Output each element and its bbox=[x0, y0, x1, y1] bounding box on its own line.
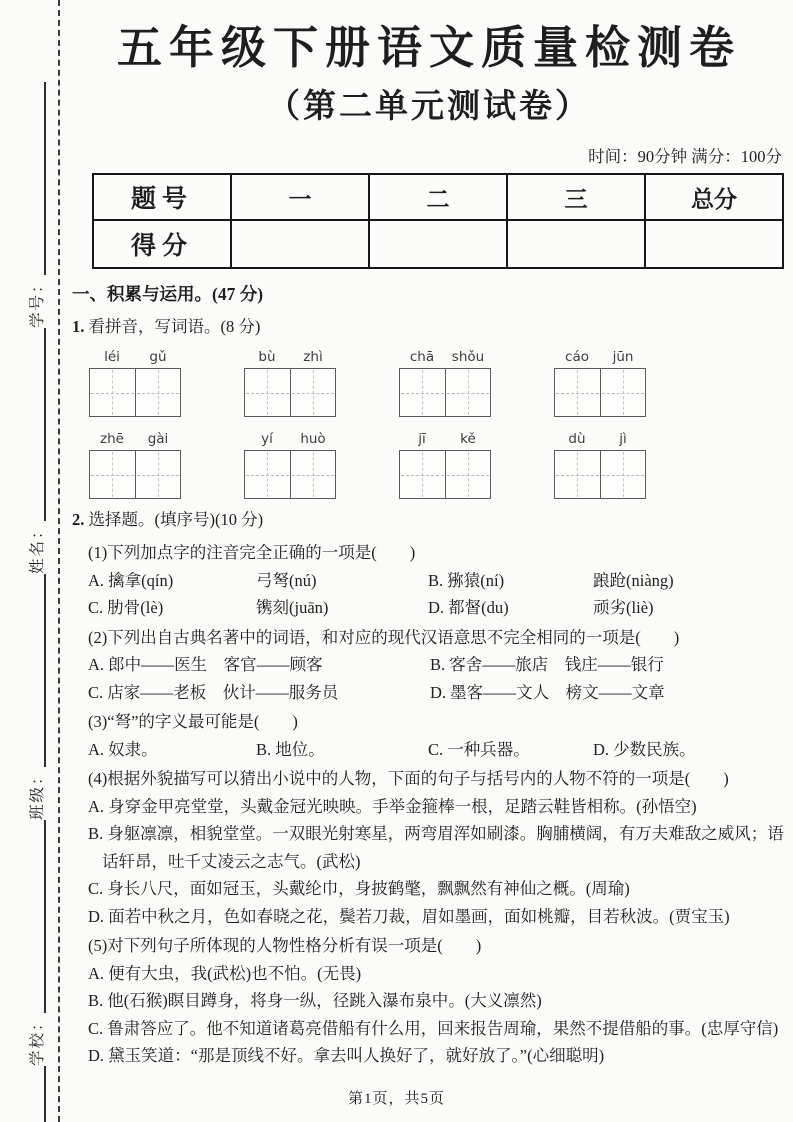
page-footer: 第1页，共5页 bbox=[347, 1091, 445, 1107]
option-row bbox=[72, 594, 786, 622]
paper-subtitle: （第二单元测试卷） bbox=[267, 89, 591, 126]
question2-number: 2. bbox=[72, 510, 85, 530]
option-row bbox=[72, 679, 786, 707]
pinyin-syllable: gǔ bbox=[149, 349, 167, 366]
pinyin-row bbox=[89, 349, 786, 417]
option-text: B. 地位。 bbox=[256, 739, 325, 759]
option-text: A. 便有大虫，我(武松)也不怕。(无畏) bbox=[88, 963, 362, 983]
option-text: A. 身穿金甲亮堂堂，头戴金冠光映映。手举金箍棒一根，足踏云鞋皆相称。(孙悟空) bbox=[88, 796, 697, 816]
pinyin-word-group bbox=[89, 431, 181, 499]
exam-time-score-info: 时间：90分钟 满分：100分 bbox=[588, 147, 782, 167]
pinyin-syllable: dù bbox=[568, 431, 586, 448]
pinyin-syllable: cáo bbox=[565, 349, 589, 366]
sub-question-stem: (5)对下列句子所体现的人物性格分析有误一项是( ) bbox=[88, 936, 482, 956]
option-row bbox=[72, 987, 786, 1015]
option-text: B. 他(石猴)瞑目蹲身，将身一纵，径跳入瀑布泉中。(大义凛然) bbox=[88, 991, 542, 1011]
sidebar-field bbox=[25, 82, 47, 328]
pinyin-syllable: zhì bbox=[303, 349, 323, 366]
option-text: 镌 •刻(juān) bbox=[256, 594, 428, 622]
choice-questions-block bbox=[72, 539, 786, 1070]
pinyin-syllable: yí bbox=[261, 431, 273, 448]
option-text: B. 猕 •猿(ní) bbox=[428, 567, 593, 595]
score-column-header: 二 bbox=[369, 174, 507, 220]
pinyin-syllable: jī bbox=[418, 431, 426, 448]
question1-text: 看拼音，写词语。(8 分) bbox=[84, 317, 261, 337]
sidebar-field-blank bbox=[27, 574, 46, 767]
writing-grid-cell bbox=[446, 451, 491, 498]
option-text: A. 奴隶。 bbox=[88, 739, 158, 759]
question2-heading bbox=[72, 506, 786, 530]
score-table-score-row bbox=[93, 220, 783, 268]
writing-grid-cell bbox=[555, 451, 601, 498]
option-text: 踉 •跄(niàng) bbox=[593, 567, 674, 595]
question2-text: 选择题。(填序号)(10 分) bbox=[84, 510, 264, 530]
writing-grid-cell bbox=[291, 369, 336, 416]
pinyin-syllable: léi bbox=[104, 349, 120, 366]
option-row bbox=[72, 736, 786, 764]
score-header-label: 题号 bbox=[93, 174, 231, 220]
paper-title: 五年级下册语文质量检测卷 bbox=[116, 23, 741, 73]
writing-grid bbox=[244, 368, 336, 417]
option-text: D. 少数民族。 bbox=[593, 739, 696, 759]
pinyin-syllable: gài bbox=[147, 431, 169, 448]
writing-grid bbox=[399, 450, 491, 499]
pinyin-syllable: chā bbox=[409, 349, 435, 366]
option-row bbox=[72, 793, 786, 821]
option-row bbox=[72, 1042, 786, 1070]
pinyin-labels bbox=[244, 431, 336, 448]
option-text: D. 面若中秋之月，色如春晓之花，鬓若刀裁，眉如墨画，面如桃瓣，目若秋波。(贾宝玉) bbox=[88, 906, 730, 926]
pinyin-word-group bbox=[244, 431, 336, 499]
score-row-label: 得分 bbox=[93, 220, 231, 268]
pinyin-labels bbox=[554, 431, 646, 448]
option-text: C. 店家——老板 伙计——服务员 bbox=[88, 682, 339, 702]
option-text: 顽劣 •(liè) bbox=[593, 594, 654, 622]
pinyin-labels bbox=[89, 431, 181, 448]
emphasized-char: 弩 • bbox=[273, 571, 290, 590]
pinyin-word-group bbox=[554, 431, 646, 499]
writing-grid-cell bbox=[400, 369, 446, 416]
option-text: D. 都督 •(du) bbox=[428, 594, 593, 622]
score-column-header: 一 bbox=[231, 174, 369, 220]
pinyin-word-group bbox=[89, 349, 181, 417]
emphasized-char: 劣 • bbox=[610, 598, 627, 617]
score-column-header: 总分 bbox=[645, 174, 783, 220]
pinyin-syllable: kě bbox=[460, 431, 476, 448]
option-text: D. 墨客——文人 榜文——文章 bbox=[430, 682, 665, 702]
score-value-cell bbox=[231, 220, 369, 268]
writing-grid-cell bbox=[90, 369, 136, 416]
pinyin-labels bbox=[399, 349, 491, 366]
pinyin-syllable: shǒu bbox=[451, 349, 485, 366]
emphasized-char: 踉 • bbox=[593, 571, 610, 590]
pinyin-syllable: jūn bbox=[612, 349, 634, 366]
pinyin-syllable: huò bbox=[300, 431, 326, 448]
paper-content bbox=[72, 0, 786, 1070]
writing-grid bbox=[554, 450, 646, 499]
option-row bbox=[72, 875, 786, 903]
option-row bbox=[72, 820, 786, 875]
pinyin-syllable: bù bbox=[258, 349, 276, 366]
sidebar-field-blank bbox=[27, 820, 46, 1013]
writing-grid-cell bbox=[601, 369, 646, 416]
pinyin-labels bbox=[89, 349, 181, 366]
option-text: D. 黛玉笑道：“那是顶线不好。拿去叫人换好了，就好放了。”(心细聪明) bbox=[88, 1046, 605, 1066]
option-row bbox=[72, 651, 786, 679]
question1-heading bbox=[72, 313, 786, 337]
score-summary-table bbox=[92, 173, 784, 269]
pinyin-writing-block bbox=[72, 349, 786, 499]
question1-number: 1. bbox=[72, 317, 85, 337]
writing-grid-cell bbox=[601, 451, 646, 498]
option-row bbox=[72, 567, 786, 595]
sidebar-field bbox=[25, 820, 47, 1066]
option-text: 弓弩 •(nú) bbox=[256, 567, 428, 595]
pinyin-syllable: jì bbox=[619, 431, 627, 448]
score-value-cell bbox=[645, 220, 783, 268]
emphasized-char: 督 • bbox=[465, 598, 482, 617]
student-info-sidebar bbox=[13, 82, 59, 1122]
writing-grid bbox=[89, 450, 181, 499]
emphasized-char: 擒 • bbox=[108, 571, 125, 590]
sub-question-stem: (3)“弩”的字义最可能是( ) bbox=[88, 712, 298, 732]
sidebar-field-blank bbox=[27, 328, 46, 521]
sub-question-stem: (2)下列出自古典名著中的词语，和对应的现代汉语意思不完全相同的一项是( ) bbox=[88, 627, 680, 647]
option-text: B. 客舍——旅店 钱庄——银行 bbox=[430, 655, 664, 675]
score-table-header-row bbox=[93, 174, 783, 220]
pinyin-labels bbox=[244, 349, 336, 366]
score-value-cell bbox=[369, 220, 507, 268]
score-column-header: 三 bbox=[507, 174, 645, 220]
option-row bbox=[72, 960, 786, 988]
writing-grid-cell bbox=[446, 369, 491, 416]
sidebar-field-blank bbox=[27, 82, 46, 275]
writing-grid-cell bbox=[555, 369, 601, 416]
sub-question-stem: (1)下列加点字的注音完全正确的一项是( ) bbox=[88, 543, 416, 563]
writing-grid bbox=[244, 450, 336, 499]
option-text: A. 擒 •拿(qín) bbox=[88, 567, 256, 595]
option-row bbox=[72, 1015, 786, 1043]
score-value-cell bbox=[507, 220, 645, 268]
pinyin-syllable: zhē bbox=[100, 431, 124, 448]
emphasized-char: 猕 • bbox=[447, 571, 464, 590]
option-text: C. 身长八尺，面如冠玉，头戴纶巾，身披鹤氅，飘飘然有神仙之概。(周瑜) bbox=[88, 879, 630, 899]
option-text: C. 鲁肃答应了。他不知道诸葛亮借船有什么用，回来报告周瑜，果然不提借船的事。(忠厚守信) bbox=[88, 1018, 779, 1038]
pinyin-row bbox=[89, 431, 786, 499]
writing-grid-cell bbox=[90, 451, 136, 498]
option-text: B. 身躯凛凛，相貌堂堂。一双眼光射寒星，两弯眉浑如刷漆。胸脯横阔，有万夫难敌之威风；语话轩昂，吐千丈凌云之志气。(武松) bbox=[88, 824, 784, 871]
pinyin-word-group bbox=[554, 349, 646, 417]
sidebar-field-label: 班级： bbox=[29, 767, 46, 820]
option-text: C. 肋 •骨(lè) bbox=[88, 594, 256, 622]
section1-heading: 一、积累与运用。(47 分) bbox=[72, 284, 264, 305]
pinyin-labels bbox=[554, 349, 646, 366]
writing-grid-cell bbox=[291, 451, 336, 498]
writing-grid bbox=[89, 368, 181, 417]
option-text: A. 郎中——医生 客官——顾客 bbox=[88, 655, 323, 675]
pinyin-word-group bbox=[399, 349, 491, 417]
writing-grid bbox=[554, 368, 646, 417]
sidebar-field-label: 姓名： bbox=[29, 521, 46, 574]
writing-grid bbox=[399, 368, 491, 417]
pinyin-word-group bbox=[399, 431, 491, 499]
emphasized-char: 镌 • bbox=[256, 598, 273, 617]
writing-grid-cell bbox=[136, 369, 181, 416]
sidebar-field bbox=[25, 328, 47, 574]
pinyin-word-group bbox=[244, 349, 336, 417]
sidebar-field-label: 学校： bbox=[29, 1013, 46, 1066]
emphasized-char: 肋 • bbox=[107, 598, 124, 617]
option-text: C. 一种兵器。 bbox=[428, 739, 530, 759]
writing-grid-cell bbox=[245, 369, 291, 416]
writing-grid-cell bbox=[245, 451, 291, 498]
writing-grid-cell bbox=[136, 451, 181, 498]
sidebar-field-label: 学号： bbox=[29, 275, 46, 328]
option-row bbox=[72, 903, 786, 931]
pinyin-labels bbox=[399, 431, 491, 448]
sub-question-stem: (4)根据外貌描写可以猜出小说中的人物，下面的句子与括号内的人物不符的一项是( ) bbox=[88, 769, 729, 789]
writing-grid-cell bbox=[400, 451, 446, 498]
sidebar-field bbox=[25, 574, 47, 820]
